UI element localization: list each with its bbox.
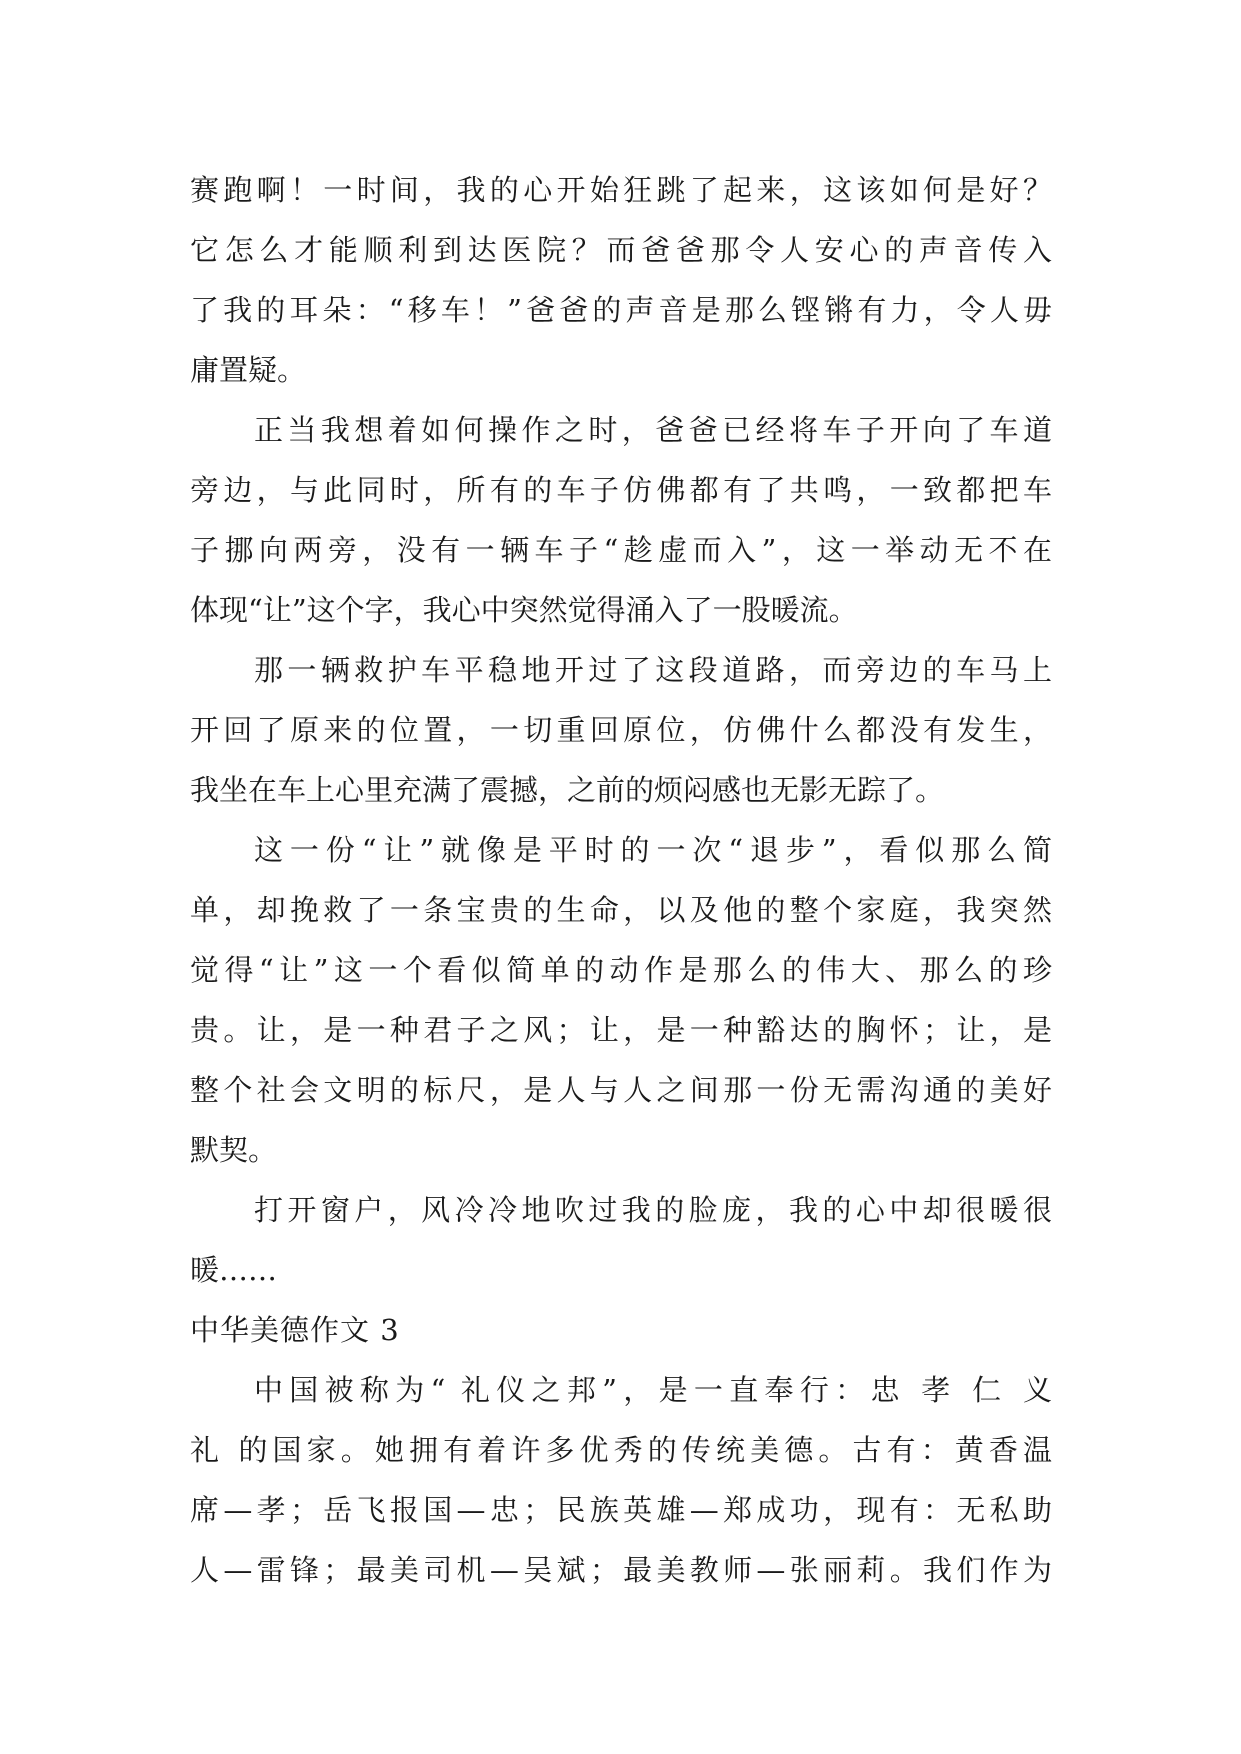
- text-line: 礼 的国家。她拥有着许多优秀的传统美德。古有：黄香温: [190, 1433, 1052, 1467]
- text-line: 暖……: [190, 1253, 278, 1287]
- text-line: 赛跑啊！一时间，我的心开始狂跳了起来，这该如何是好？: [190, 173, 1052, 207]
- text-line: 单，却挽救了一条宝贵的生命，以及他的整个家庭，我突然: [190, 893, 1052, 927]
- paragraph: [190, 400, 1052, 640]
- text-line: 庸置疑。: [190, 353, 307, 387]
- text-line: 了我的耳朵：“移车！”爸爸的声音是那么铿锵有力，令人毋: [190, 293, 1052, 327]
- text-line: 开回了原来的位置，一切重回原位，仿佛什么都没有发生，: [190, 713, 1052, 747]
- paragraph: [190, 1180, 1052, 1300]
- text-line: 子挪向两旁，没有一辆车子“趁虚而入”，这一举动无不在: [190, 533, 1052, 567]
- document-page: [190, 160, 1052, 1600]
- text-line: 旁边，与此同时，所有的车子仿佛都有了共鸣，一致都把车: [190, 473, 1052, 507]
- text-line: 正当我想着如何操作之时，爸爸已经将车子开向了车道: [254, 413, 1052, 447]
- text-line: 中国被称为“ 礼仪之邦”，是一直奉行：忠 孝 仁 义: [254, 1373, 1052, 1407]
- text-line: 席—孝；岳飞报国—忠；民族英雄—郑成功，现有：无私助: [190, 1493, 1052, 1527]
- text-line: 我坐在车上心里充满了震撼，之前的烦闷感也无影无踪了。: [190, 773, 945, 807]
- text-line: 打开窗户，风冷冷地吹过我的脸庞，我的心中却很暖很: [254, 1193, 1052, 1227]
- text-line: 默契。: [190, 1133, 278, 1167]
- paragraph: [190, 640, 1052, 820]
- text-line: 贵。让，是一种君子之风；让，是一种豁达的胸怀；让，是: [190, 1013, 1052, 1047]
- text-line: 人—雷锋；最美司机—吴斌；最美教师—张丽莉。我们作为: [190, 1553, 1052, 1587]
- paragraph: [190, 160, 1052, 400]
- section-heading: 中华美德作文 3: [190, 1313, 400, 1347]
- paragraph: [190, 820, 1052, 1180]
- text-line: 那一辆救护车平稳地开过了这段道路，而旁边的车马上: [254, 653, 1052, 687]
- text-line: 觉得“让”这一个看似简单的动作是那么的伟大、那么的珍: [190, 953, 1052, 987]
- paragraph: [190, 1360, 1052, 1600]
- text-line: 它怎么才能顺利到达医院？而爸爸那令人安心的声音传入: [190, 233, 1052, 267]
- text-line: 这一份“让”就像是平时的一次“退步”，看似那么简: [254, 833, 1052, 867]
- text-line: 体现“让”这个字，我心中突然觉得涌入了一股暖流。: [190, 593, 858, 627]
- text-line: 整个社会文明的标尺，是人与人之间那一份无需沟通的美好: [190, 1073, 1052, 1107]
